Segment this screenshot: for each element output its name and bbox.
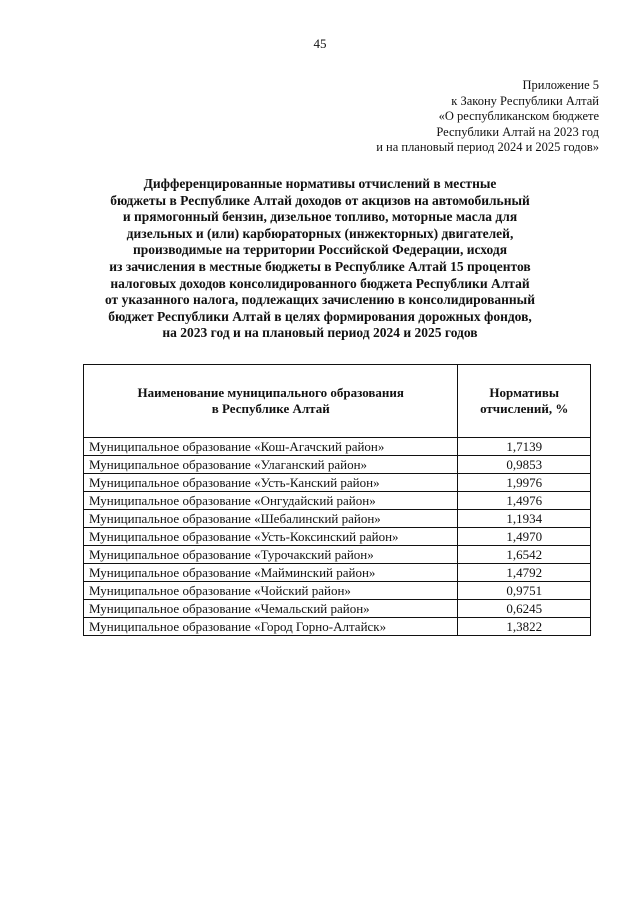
normative-value: 0,6245: [458, 600, 591, 618]
header-normative-line: отчислений, %: [480, 401, 569, 416]
normative-value: 0,9751: [458, 582, 591, 600]
header-normative-line: Нормативы: [489, 385, 560, 400]
header-municipality-line: Наименование муниципального образования: [137, 385, 404, 400]
normative-value: 1,7139: [458, 438, 591, 456]
normative-value: 0,9853: [458, 456, 591, 474]
appendix-line: Приложение 5: [522, 78, 599, 92]
table-row: [84, 510, 591, 528]
normative-value: 1,4792: [458, 564, 591, 582]
municipality-name: Муниципальное образование «Город Горно-Алтайск»: [84, 618, 458, 636]
title-line: и прямогонный бензин, дизельное топливо, моторные масла для: [122, 209, 518, 225]
title-line: дизельных и (или) карбюраторных (инжекторных) двигателей,: [126, 225, 514, 241]
municipality-name: Муниципальное образование «Усть-Канский район»: [84, 474, 458, 492]
title-line: из зачисления в местные бюджеты в Республике Алтай 15 процентов: [109, 258, 531, 274]
header-municipality: [84, 365, 458, 438]
document-title: [60, 176, 580, 342]
table-row: [84, 492, 591, 510]
title-line: бюджеты в Республике Алтай доходов от акцизов на автомобильный: [110, 192, 530, 208]
table-row: [84, 474, 591, 492]
normative-value: 1,4976: [458, 492, 591, 510]
table-row: [84, 618, 591, 636]
appendix-line: «О республиканском бюджете: [438, 109, 599, 123]
table-row: [84, 600, 591, 618]
table-row: [84, 438, 591, 456]
normative-value: 1,4970: [458, 528, 591, 546]
table-row: [84, 546, 591, 564]
municipality-name: Муниципальное образование «Улаганский район»: [84, 456, 458, 474]
municipality-name: Муниципальное образование «Усть-Коксинский район»: [84, 528, 458, 546]
title-line: производимые на территории Российской Федерации, исходя: [132, 242, 508, 258]
municipality-name: Муниципальное образование «Чойский район»: [84, 582, 458, 600]
municipality-name: Муниципальное образование «Турочакский район»: [84, 546, 458, 564]
header-municipality-line: в Республике Алтай: [211, 401, 330, 416]
normatives-table: [83, 364, 591, 636]
normative-value: 1,6542: [458, 546, 591, 564]
municipality-name: Муниципальное образование «Кош-Агачский район»: [84, 438, 458, 456]
table-row: [84, 564, 591, 582]
normative-value: 1,3822: [458, 618, 591, 636]
appendix-line: и на плановый период 2024 и 2025 годов»: [376, 140, 599, 154]
title-line: налоговых доходов консолидированного бюджета Республики Алтай: [110, 275, 530, 291]
normative-value: 1,1934: [458, 510, 591, 528]
appendix-line: к Закону Республики Алтай: [451, 93, 599, 108]
municipality-name: Муниципальное образование «Чемальский район»: [84, 600, 458, 618]
municipality-name: Муниципальное образование «Шебалинский район»: [84, 510, 458, 528]
table-header-row: [84, 365, 591, 438]
title-line: от указанного налога, подлежащих зачислению в консолидированный: [104, 292, 536, 308]
table-row: [84, 528, 591, 546]
municipality-name: Муниципальное образование «Онгудайский район»: [84, 492, 458, 510]
table-row: [84, 456, 591, 474]
table-row: [84, 582, 591, 600]
title-line: на 2023 год и на плановый период 2024 и 2025 годов: [162, 325, 478, 341]
appendix-reference: [269, 78, 599, 156]
normative-value: 1,9976: [458, 474, 591, 492]
page-number: 45: [313, 36, 327, 51]
header-normative: [458, 365, 591, 438]
title-line: Дифференцированные нормативы отчислений в местные: [143, 176, 497, 191]
appendix-line: Республики Алтай на 2023 год: [436, 124, 599, 139]
municipality-name: Муниципальное образование «Майминский район»: [84, 564, 458, 582]
title-line: бюджет Республики Алтай в целях формирования дорожных фондов,: [108, 308, 532, 324]
